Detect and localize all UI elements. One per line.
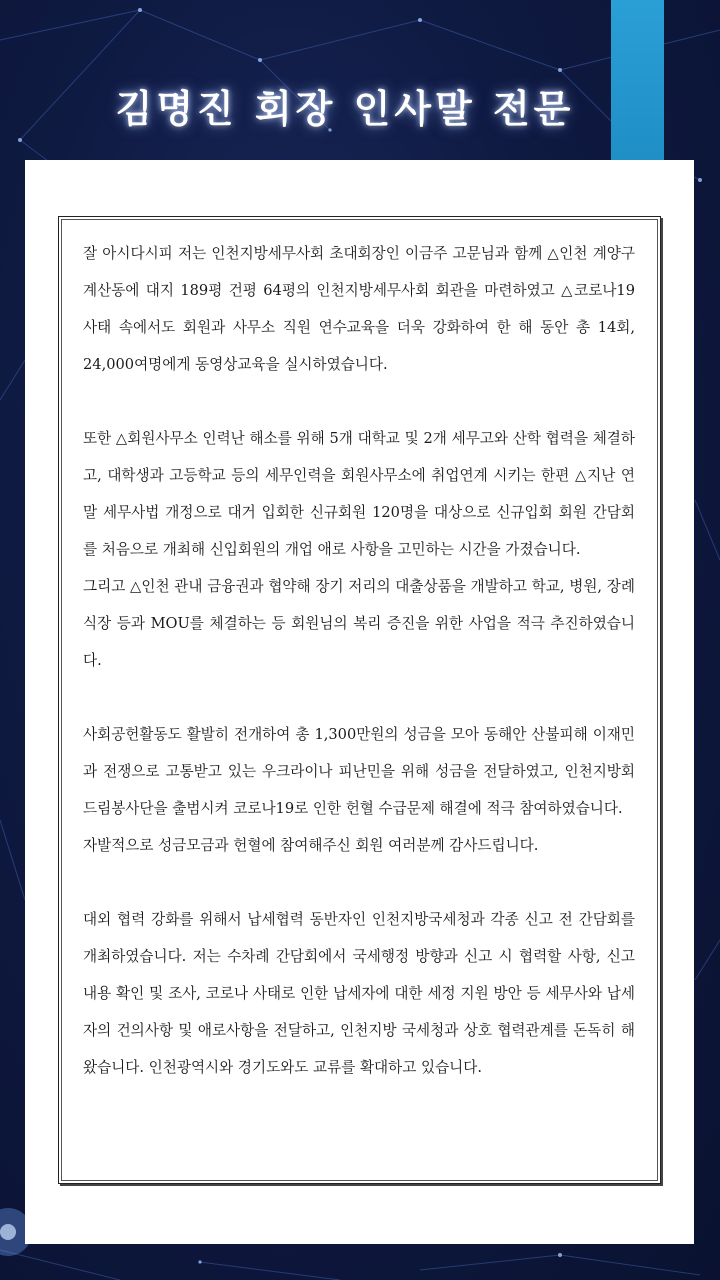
content-card [25, 160, 694, 1244]
paragraph-2: 또한 △회원사무소 인력난 해소를 위해 5개 대학교 및 2개 세무고와 산학 협력을 체결하고, 대학생과 고등학교 등의 세무인력을 회원사무소에 취업연계 시키는 한편 △지난 연말 세무사법 개정으로 대거 입회한 신규회원 120명을 대상으로 신규입회 회원 간담회를 처음으로 개최해 신입회원의 개업 애로 사항을 고민하는 시간을 가졌습니다. [83, 430, 635, 558]
paragraph-6: 대외 협력 강화를 위해서 납세협력 동반자인 인천지방국세청과 각종 신고 전 간담회를 개최하였습니다. 저는 수차례 간담회에서 국세행정 방향과 신고 시 협력할 사항, 신고 내용 확인 및 조사, 코로나 사태로 인한 납세자에 대한 세정 지원 방안 등 세무사와 납세자의 건의사항 및 애로사항을 전달하고, 인천지방 국세청과 상호 협력관계를 돈독히 해왔습니다. 인천광역시와 경기도와도 교류를 확대하고 있습니다. [83, 911, 635, 1076]
paragraph-4: 사회공헌활동도 활발히 전개하여 총 1,300만원의 성금을 모아 동해안 산불피해 이재민과 전쟁으로 고통받고 있는 우크라이나 피난민을 위해 성금을 전달하였고, 인천지방회 드림봉사단을 출범시켜 코로나19로 인한 헌혈 수급문제 해결에 적극 참여하였습니다. [83, 726, 635, 817]
speech-text [83, 235, 635, 1086]
paragraph-3: 그리고 △인천 관내 금융권과 협약해 장기 저리의 대출상품을 개발하고 학교, 병원, 장례식장 등과 MOU를 체결하는 등 회원님의 복리 증진을 위한 사업을 적극 추진하였습니다. [83, 578, 635, 669]
paragraph-5: 자발적으로 성금모금과 헌혈에 참여해주신 회원 여러분께 감사드립니다. [83, 837, 539, 854]
page-title: 김명진 회장 인사말 전문 [115, 87, 575, 131]
text-frame [58, 216, 661, 1184]
paragraph-1: 잘 아시다시피 저는 인천지방세무사회 초대회장인 이금주 고문님과 함께 △인천 계양구 계산동에 대지 189평 건평 64평의 인천지방세무사회 회관을 마련하였고 △코로나19 사태 속에서도 회원과 사무소 직원 연수교육을 더욱 강화하여 한 해 동안 총 14회, 24,000여명에게 동영상교육을 실시하였습니다. [83, 245, 635, 373]
